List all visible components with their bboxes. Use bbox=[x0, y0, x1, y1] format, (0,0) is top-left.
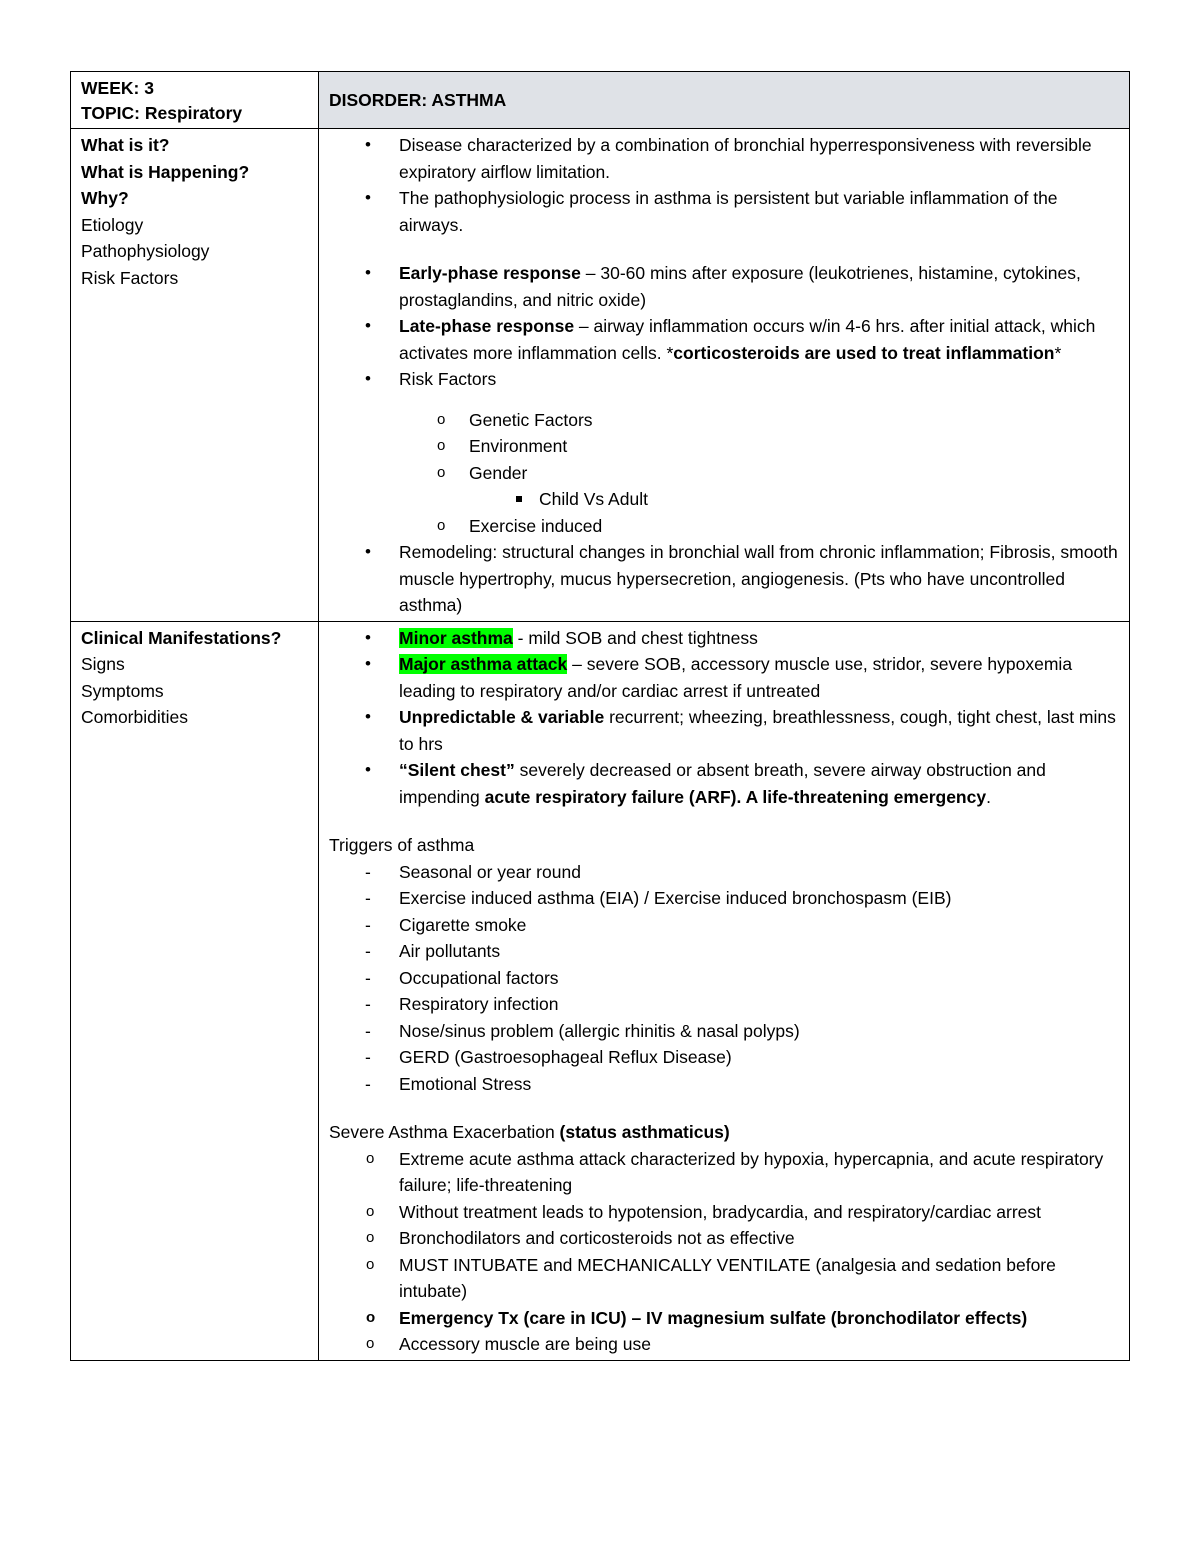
list-item bbox=[329, 625, 1119, 652]
silent-chest-end: . bbox=[986, 786, 991, 807]
unpredictable-label: Unpredictable & variable bbox=[399, 707, 605, 727]
section1-bullets-3 bbox=[329, 539, 1119, 619]
list-item bbox=[329, 704, 1119, 757]
list-item: - Occupational factors bbox=[329, 965, 1119, 992]
list-item: - Respiratory infection bbox=[329, 991, 1119, 1018]
list-item: o Emergency Tx (care in ICU) – IV magnesium sulfate (bronchodilator effects) bbox=[329, 1305, 1119, 1332]
list-item: o Environment bbox=[329, 433, 1119, 460]
label-pathophysiology: Pathophysiology bbox=[81, 241, 210, 261]
risk-factor-list bbox=[329, 407, 1119, 487]
list-item: o Bronchodilators and corticosteroids not as effective bbox=[329, 1225, 1119, 1252]
question-what-is-happening: What is Happening? bbox=[81, 161, 250, 182]
list-item: • Disease characterized by a combination of bronchial hyperresponsiveness with reversible expiratory airflow limitation. bbox=[329, 132, 1119, 185]
list-item: • The pathophysiologic process in asthma is persistent but variable inflammation of the airways. bbox=[329, 185, 1119, 238]
section1-right-cell bbox=[319, 129, 1130, 622]
label-symptoms: Symptoms bbox=[81, 680, 164, 701]
manifestation-bullets bbox=[329, 625, 1119, 811]
risk-factor-list-2 bbox=[329, 513, 1119, 540]
list-item: Child Vs Adult bbox=[329, 486, 1119, 513]
section1-bullets-2 bbox=[329, 260, 1119, 393]
silent-chest-text: severely decreased or absent breath, severe airway obstruction and impending bbox=[399, 760, 1046, 807]
status-asthmaticus: (status asthmaticus) bbox=[559, 1122, 730, 1142]
list-item: - Emotional Stress bbox=[329, 1071, 1119, 1098]
corticosteroids-note: corticosteroids are used to treat inflammation bbox=[673, 342, 1055, 363]
list-item: o MUST INTUBATE and MECHANICALLY VENTILATE (analgesia and sedation before intubate) bbox=[329, 1252, 1119, 1305]
list-item bbox=[329, 651, 1119, 704]
question-clinical-manifestations: Clinical Manifestations? bbox=[81, 627, 282, 648]
minor-asthma-highlight: Minor asthma bbox=[399, 627, 513, 648]
section-clinical-manifestations bbox=[71, 621, 1130, 1360]
list-item: - Exercise induced asthma (EIA) / Exercise induced bronchospasm (EIB) bbox=[329, 885, 1119, 912]
list-item bbox=[329, 313, 1119, 366]
disorder-title: DISORDER: ASTHMA bbox=[319, 72, 1130, 129]
section1-bullets bbox=[329, 132, 1119, 238]
early-phase-text: – 30-60 mins after exposure (leukotrienes, histamine, cytokines, prostaglandins, and nitric oxide) bbox=[399, 263, 1081, 310]
question-why: Why? bbox=[81, 188, 129, 208]
triggers-title: Triggers of asthma bbox=[329, 835, 475, 855]
list-item bbox=[329, 260, 1119, 313]
list-item: o Gender bbox=[329, 460, 1119, 487]
header-row bbox=[71, 72, 1130, 129]
topic-label: TOPIC: Respiratory bbox=[81, 103, 243, 123]
list-item: - Cigarette smoke bbox=[329, 912, 1119, 939]
question-what-is-it: What is it? bbox=[81, 135, 170, 155]
list-item: - Air pollutants bbox=[329, 938, 1119, 965]
asthma-table bbox=[70, 71, 1130, 1361]
list-item: o Without treatment leads to hypotension, bradycardia, and respiratory/cardiac arrest bbox=[329, 1199, 1119, 1226]
label-risk-factors: Risk Factors bbox=[81, 267, 179, 288]
late-phase-label: Late-phase response bbox=[399, 316, 575, 336]
label-comorbidities: Comorbidities bbox=[81, 707, 188, 727]
week-label: WEEK: 3 bbox=[81, 78, 154, 98]
list-item: - Seasonal or year round bbox=[329, 859, 1119, 886]
list-item: o Accessory muscle are being use bbox=[329, 1331, 1119, 1358]
early-phase-label: Early-phase response bbox=[399, 263, 581, 283]
list-item: - Nose/sinus problem (allergic rhinitis & nasal polyps) bbox=[329, 1018, 1119, 1045]
header-left-cell bbox=[71, 72, 319, 129]
major-asthma-text: – severe SOB, accessory muscle use, stridor, severe hypoxemia leading to respiratory and/or cardiac arrest if untreated bbox=[399, 654, 1073, 701]
list-item: - GERD (Gastroesophageal Reflux Disease) bbox=[329, 1044, 1119, 1071]
list-item: o Exercise induced bbox=[329, 513, 1119, 540]
arf-emergency: acute respiratory failure (ARF). A life-threatening emergency bbox=[484, 786, 987, 807]
section2-right-cell bbox=[319, 621, 1130, 1360]
late-phase-text: – airway inflammation occurs w/in 4-6 hrs. after initial attack, which activates more inflammation cells. * bbox=[399, 316, 1096, 363]
list-item bbox=[329, 757, 1119, 810]
list-item: o Genetic Factors bbox=[329, 407, 1119, 434]
section-what-is-it bbox=[71, 129, 1130, 622]
major-asthma-highlight: Major asthma attack bbox=[399, 654, 568, 674]
label-signs: Signs bbox=[81, 654, 125, 674]
section2-left-cell bbox=[71, 621, 319, 1360]
gender-sublist bbox=[329, 486, 1119, 513]
severe-title-text: Severe Asthma Exacerbation bbox=[329, 1122, 560, 1142]
label-etiology: Etiology bbox=[81, 214, 144, 235]
triggers-list bbox=[329, 859, 1119, 1098]
severe-exacerbation-title bbox=[329, 1119, 1119, 1146]
late-phase-end: * bbox=[1054, 342, 1062, 363]
section1-left-cell bbox=[71, 129, 319, 622]
minor-asthma-text: - mild SOB and chest tightness bbox=[512, 627, 758, 648]
severe-list bbox=[329, 1146, 1119, 1358]
unpredictable-text: recurrent; wheezing, breathlessness, cough, tight chest, last mins to hrs bbox=[399, 707, 1116, 754]
list-item: o Extreme acute asthma attack characterized by hypoxia, hypercapnia, and acute respiratory failure; life-threatening bbox=[329, 1146, 1119, 1199]
silent-chest-label: “Silent chest” bbox=[399, 760, 515, 780]
list-item: • Remodeling: structural changes in bronchial wall from chronic inflammation; Fibrosis, smooth muscle hypertrophy, mucus hypersecretion, angiogenesis. (Pts who have uncontrolled asthma) bbox=[329, 539, 1119, 619]
list-item: • Risk Factors bbox=[329, 366, 1119, 393]
